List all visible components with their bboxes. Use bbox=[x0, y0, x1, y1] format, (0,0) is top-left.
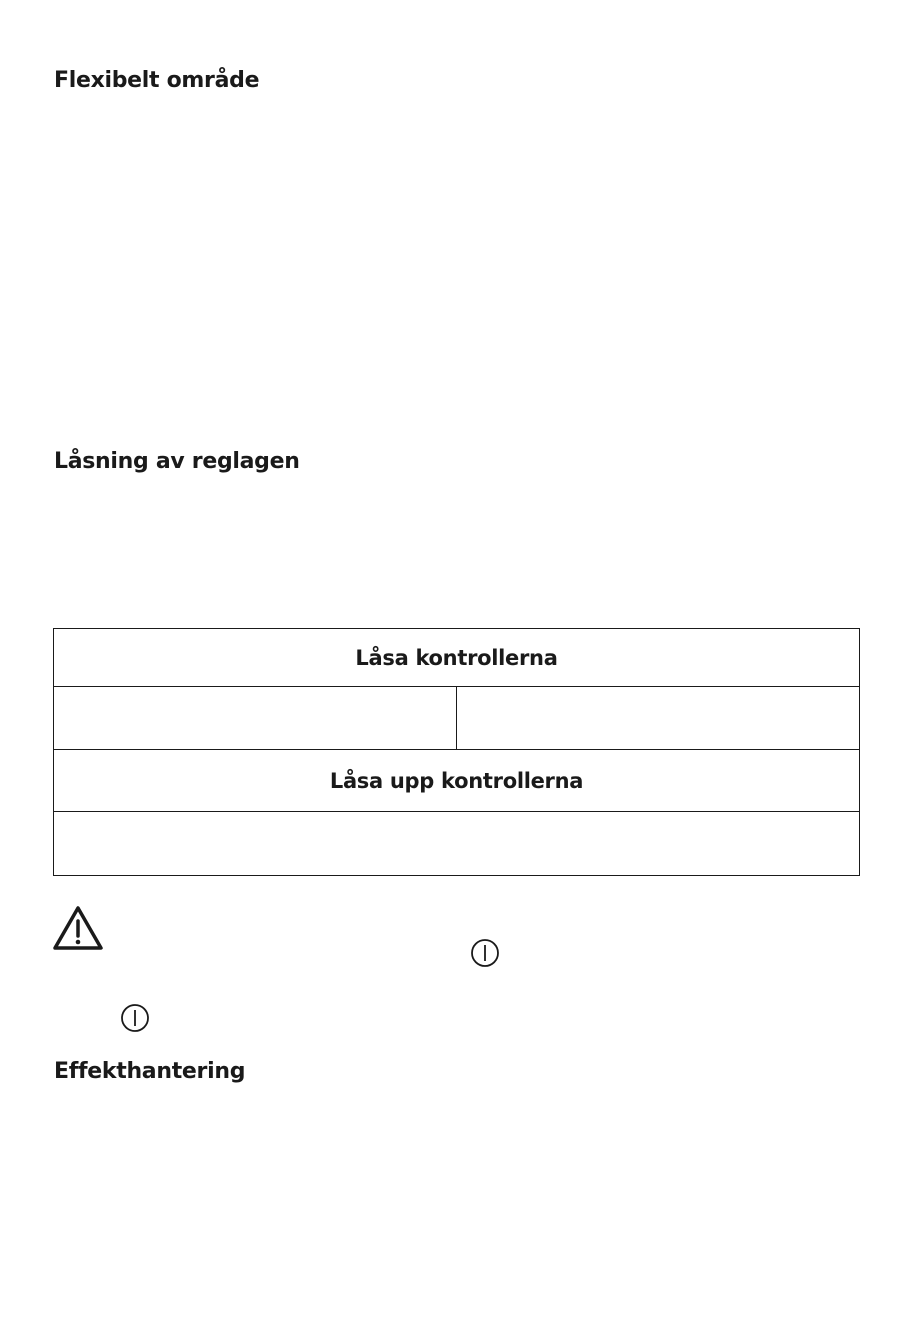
lock-table bbox=[53, 628, 860, 876]
lock-table-row-unlock-steps bbox=[54, 812, 859, 875]
heading-power-management: Effekthantering bbox=[54, 1059, 246, 1084]
power-icon bbox=[470, 938, 500, 968]
table-column-divider bbox=[456, 687, 457, 749]
warning-icon bbox=[52, 905, 104, 951]
unlock-title: Låsa upp kontrollerna bbox=[329, 768, 584, 793]
lock-table-row-unlock-title bbox=[54, 750, 859, 812]
heading-control-lock: Låsning av reglagen bbox=[54, 449, 300, 474]
power-icon bbox=[120, 1003, 150, 1033]
lock-table-row-lock-steps bbox=[54, 687, 859, 750]
lock-title: Låsa kontrollerna bbox=[355, 645, 558, 670]
lock-table-row-lock-title bbox=[54, 629, 859, 687]
heading-flexible-area: Flexibelt område bbox=[54, 68, 260, 93]
